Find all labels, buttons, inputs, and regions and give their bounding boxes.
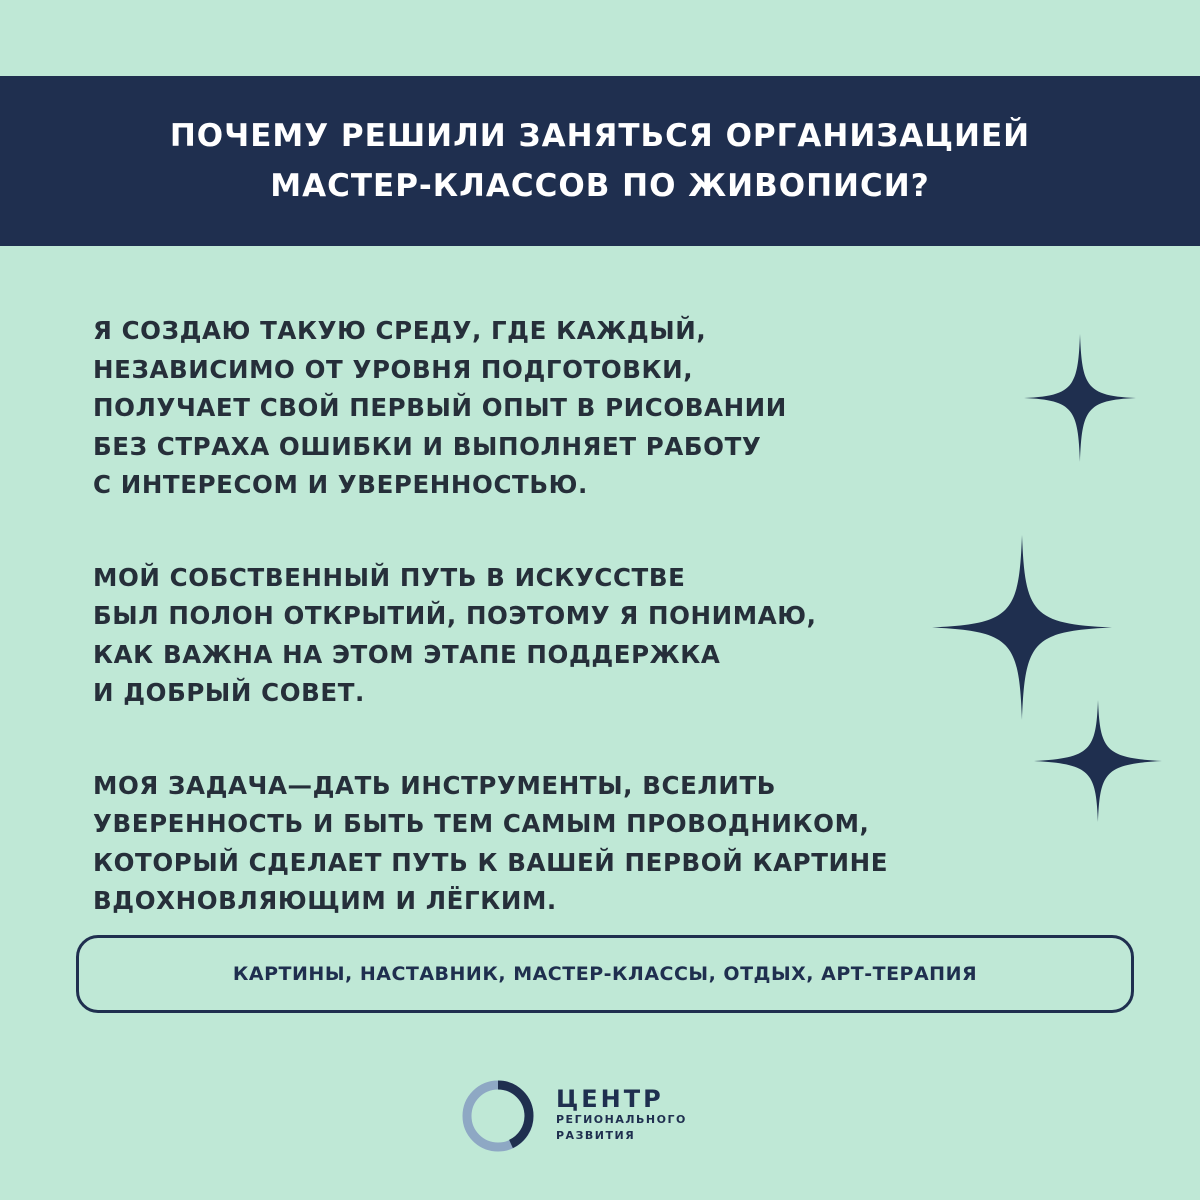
logo-text [556,1086,687,1144]
logo-title: ЦЕНТР [556,1085,664,1113]
ring-logo-icon [460,1078,536,1154]
text-line: КАК ВАЖНА НА ЭТОМ ЭТАПЕ ПОДДЕРЖКА [93,639,721,669]
text-line: С ИНТЕРЕСОМ И УВЕРЕННОСТЬЮ. [93,470,588,499]
sparkle-star-icon [1034,700,1162,822]
paragraph-2 [93,559,933,713]
tags-text: КАРТИНЫ, НАСТАВНИК, МАСТЕР-КЛАССЫ, ОТДЫХ, АРТ-ТЕРАПИЯ [232,963,978,985]
page-title-line-1: ПОЧЕМУ РЕШИЛИ ЗАНЯТЬСЯ ОРГАНИЗАЦИЕЙ [169,118,1031,154]
tags-box [76,935,1134,1013]
text-line: КОТОРЫЙ СДЕЛАЕТ ПУТЬ К ВАШЕЙ ПЕРВОЙ КАРТИНЕ [93,847,889,877]
text-line: НЕЗАВИСИМО ОТ УРОВНЯ ПОДГОТОВКИ, [93,354,694,384]
logo [460,1078,760,1154]
text-line: МОЙ СОБСТВЕННЫЙ ПУТЬ В ИСКУССТВЕ [93,562,686,592]
title-banner [0,76,1200,246]
logo-subtitle-2: РАЗВИТИЯ [556,1129,636,1142]
text-line: МОЯ ЗАДАЧА—ДАТЬ ИНСТРУМЕНТЫ, ВСЕЛИТЬ [93,770,777,800]
text-line: БЕЗ СТРАХА ОШИБКИ И ВЫПОЛНЯЕТ РАБОТУ [93,431,762,461]
page-title-line-2: МАСТЕР-КЛАССОВ ПО ЖИВОПИСИ? [270,168,930,204]
text-line: УВЕРЕННОСТЬ И БЫТЬ ТЕМ САМЫМ ПРОВОДНИКОМ, [93,809,870,838]
body-text [93,312,933,975]
text-line: ВДОХНОВЛЯЮЩИМ И ЛЁГКИМ. [93,886,557,915]
paragraph-3 [93,767,933,921]
text-line: И ДОБРЫЙ СОВЕТ. [93,678,365,707]
sparkle-star-icon [1024,334,1136,462]
sparkle-star-icon [932,535,1112,720]
text-line: Я СОЗДАЮ ТАКУЮ СРЕДУ, ГДЕ КАЖДЫЙ, [93,316,707,345]
text-line: ПОЛУЧАЕТ СВОЙ ПЕРВЫЙ ОПЫТ В РИСОВАНИИ [93,393,787,422]
text-line: БЫЛ ПОЛОН ОТКРЫТИЙ, ПОЭТОМУ Я ПОНИМАЮ, [93,601,817,630]
paragraph-1 [93,312,933,505]
logo-subtitle-1: РЕГИОНАЛЬНОГО [556,1113,687,1126]
